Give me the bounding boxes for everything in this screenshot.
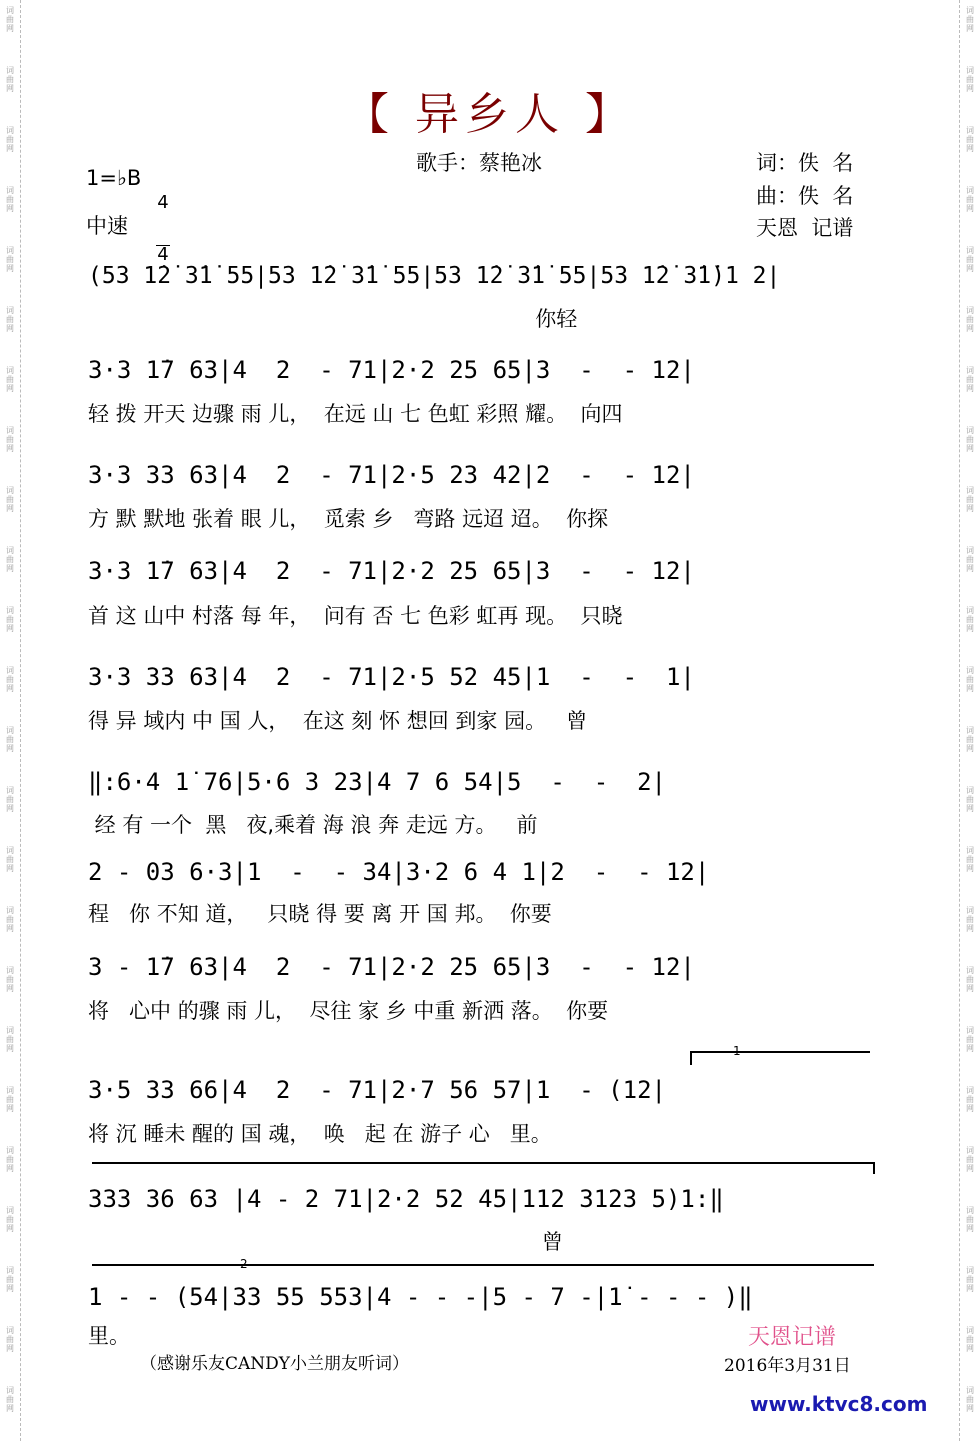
- transcriber-stamp: 天恩记谱: [748, 1325, 837, 1350]
- right-watermark-strip: [959, 0, 980, 1441]
- side-watermark-text: 词曲网: [966, 906, 974, 933]
- side-watermark-text: 词曲网: [966, 1086, 974, 1113]
- side-watermark-text: 词曲网: [6, 1326, 14, 1353]
- side-watermark-text: 词曲网: [6, 606, 14, 633]
- side-watermark-text: 词曲网: [966, 786, 974, 813]
- side-watermark-text: 词曲网: [966, 6, 974, 33]
- time-signature: [156, 160, 170, 280]
- side-watermark-text: 词曲网: [966, 486, 974, 513]
- date-label: 2016年3月31日: [724, 1356, 851, 1376]
- side-watermark-text: 词曲网: [966, 1026, 974, 1053]
- side-watermark-text: 词曲网: [6, 186, 14, 213]
- score-row-lyrics: 得 异 域内 中 国 人， 在这 刻 怀 想回 到家 园。 曾: [88, 709, 588, 733]
- volta-2-number: 2: [240, 1257, 248, 1271]
- lyricist-label: 词：佚 名: [756, 151, 854, 175]
- volta-1-number: 1: [733, 1044, 741, 1058]
- side-watermark-text: 词曲网: [6, 306, 14, 333]
- song-title: 【 异乡人 】: [345, 89, 635, 140]
- volta-1-line: [690, 1051, 870, 1053]
- side-watermark-text: 词曲网: [966, 966, 974, 993]
- side-watermark-text: 词曲网: [966, 126, 974, 153]
- time-signature-top: 4: [157, 192, 169, 213]
- side-watermark-text: 词曲网: [6, 1386, 14, 1413]
- left-watermark-strip: [0, 0, 21, 1441]
- score-row-lyrics: 曾: [88, 1230, 563, 1254]
- transcriber-label: 天恩 记谱: [756, 216, 854, 240]
- score-row-notes: 3·3 1̇7 63|4 2 - 71|2·2 25 65|3 - - 12|: [88, 557, 695, 585]
- side-watermark-text: 词曲网: [6, 726, 14, 753]
- side-watermark-text: 词曲网: [966, 306, 974, 333]
- section-bracket-line: [92, 1162, 874, 1164]
- side-watermark-text: 词曲网: [966, 66, 974, 93]
- score-row-notes: ‖:6·4 1̇ 76|5·6 3 23|4 7 6 54|5 - - 2|: [88, 768, 666, 796]
- side-watermark-text: 词曲网: [6, 1026, 14, 1053]
- side-watermark-text: 词曲网: [6, 426, 14, 453]
- key-signature: 1=♭B: [86, 166, 142, 190]
- side-watermark-text: 词曲网: [6, 66, 14, 93]
- volta-1-hook: [690, 1051, 692, 1065]
- side-watermark-text: 词曲网: [966, 1266, 974, 1293]
- score-row-notes: 333 36 63 |4 - 2 71|2·2 52 45|112 3123 5)1:‖: [88, 1185, 724, 1213]
- score-row-lyrics: 程 你 不知 道， 只晓 得 要 离 开 国 邦。 你要: [88, 902, 552, 926]
- score-row-lyrics: 将 沉 睡未 醒的 国 魂， 唤 起 在 游子 心 里。: [88, 1122, 552, 1146]
- side-watermark-text: 词曲网: [6, 1086, 14, 1113]
- side-watermark-text: 词曲网: [6, 966, 14, 993]
- score-row-lyrics: 首 这 山中 村落 每 年， 问有 否 七 色彩 虹再 现。 只晓: [88, 604, 623, 628]
- side-watermark-text: 词曲网: [966, 546, 974, 573]
- side-watermark-text: 词曲网: [6, 846, 14, 873]
- side-watermark-text: 词曲网: [966, 1206, 974, 1233]
- side-watermark-text: 词曲网: [966, 366, 974, 393]
- side-watermark-text: 词曲网: [966, 246, 974, 273]
- score-row-notes: 3·3 33 63|4 2 - 71|2·5 52 45|1 - - 1|: [88, 663, 695, 691]
- side-watermark-text: 词曲网: [966, 666, 974, 693]
- side-watermark-text: 词曲网: [966, 426, 974, 453]
- time-signature-bottom: 4: [157, 244, 169, 265]
- score-row-lyrics: 轻 拨 开天 边骤 雨 儿， 在远 山 七 色虹 彩照 耀。 向四: [88, 402, 623, 426]
- side-watermark-text: 词曲网: [6, 246, 14, 273]
- side-watermark-text: 词曲网: [966, 606, 974, 633]
- score-row-notes: (53 1̇2̇ 3̇1̇ 55|53 1̇2̇ 3̇1̇ 55|53 1̇2̇ 3̇1̇ 55|53 1̇2̇ 3̇1̇)1 2|: [88, 263, 781, 289]
- composer-label: 曲：佚 名: [756, 184, 854, 208]
- section-bracket-hook: [873, 1162, 875, 1174]
- score-row-lyrics: 经 有 一个 黑 夜,乘着 海 浪 奔 走远 方。 前: [88, 813, 538, 837]
- side-watermark-text: 词曲网: [6, 1206, 14, 1233]
- score-row-notes: 3·3 1̇7 63|4 2 - 71|2·2 25 65|3 - - 12|: [88, 356, 695, 384]
- tempo-label: 中速: [86, 214, 128, 238]
- side-watermark-text: 词曲网: [966, 726, 974, 753]
- score-row-lyrics: 你轻: [88, 307, 578, 331]
- side-watermark-text: 词曲网: [6, 546, 14, 573]
- score-row-lyrics: 方 默 默地 张着 眼 儿， 觅索 乡 弯路 远迢 迢。 你探: [88, 507, 609, 531]
- side-watermark-text: 词曲网: [6, 126, 14, 153]
- side-watermark-text: 词曲网: [6, 906, 14, 933]
- score-row-notes: 2 - 03 6·3|1 - - 34|3·2 6 4 1|2 - - 12|: [88, 858, 710, 886]
- side-watermark-text: 词曲网: [6, 6, 14, 33]
- volta-2-line: [92, 1264, 874, 1266]
- side-watermark-text: 词曲网: [966, 846, 974, 873]
- score-row-lyrics: 将 心中 的骤 雨 儿， 尽往 家 乡 中重 新洒 落。 你要: [88, 999, 609, 1023]
- side-watermark-text: 词曲网: [6, 1266, 14, 1293]
- side-watermark-text: 词曲网: [966, 1146, 974, 1173]
- score-row-notes: 3·5 33 66|4 2 - 71|2·7 56 57|1 - (12|: [88, 1076, 666, 1104]
- singer-label: 歌手：蔡艳冰: [416, 151, 542, 175]
- side-watermark-text: 词曲网: [966, 186, 974, 213]
- thanks-note: （感谢乐友CANDY小兰朋友听词）: [140, 1354, 410, 1374]
- side-watermark-text: 词曲网: [6, 666, 14, 693]
- side-watermark-text: 词曲网: [966, 1386, 974, 1413]
- score-row-notes: 3·3 33 63|4 2 - 71|2·5 23 42|2 - - 12|: [88, 461, 695, 489]
- site-watermark: www.ktvc8.com: [750, 1392, 928, 1416]
- side-watermark-text: 词曲网: [6, 1146, 14, 1173]
- side-watermark-text: 词曲网: [6, 366, 14, 393]
- side-watermark-text: 词曲网: [6, 786, 14, 813]
- score-row-notes: 1 - - (54|33 55 553|4 - - -|5 - 7 -|1̇ - - - )‖: [88, 1283, 753, 1311]
- side-watermark-text: 词曲网: [966, 1326, 974, 1353]
- score-row-notes: 3 - 1̇7 63|4 2 - 71|2·2 25 65|3 - - 12|: [88, 953, 695, 981]
- score-row-lyrics: 里。: [88, 1324, 130, 1348]
- side-watermark-text: 词曲网: [6, 486, 14, 513]
